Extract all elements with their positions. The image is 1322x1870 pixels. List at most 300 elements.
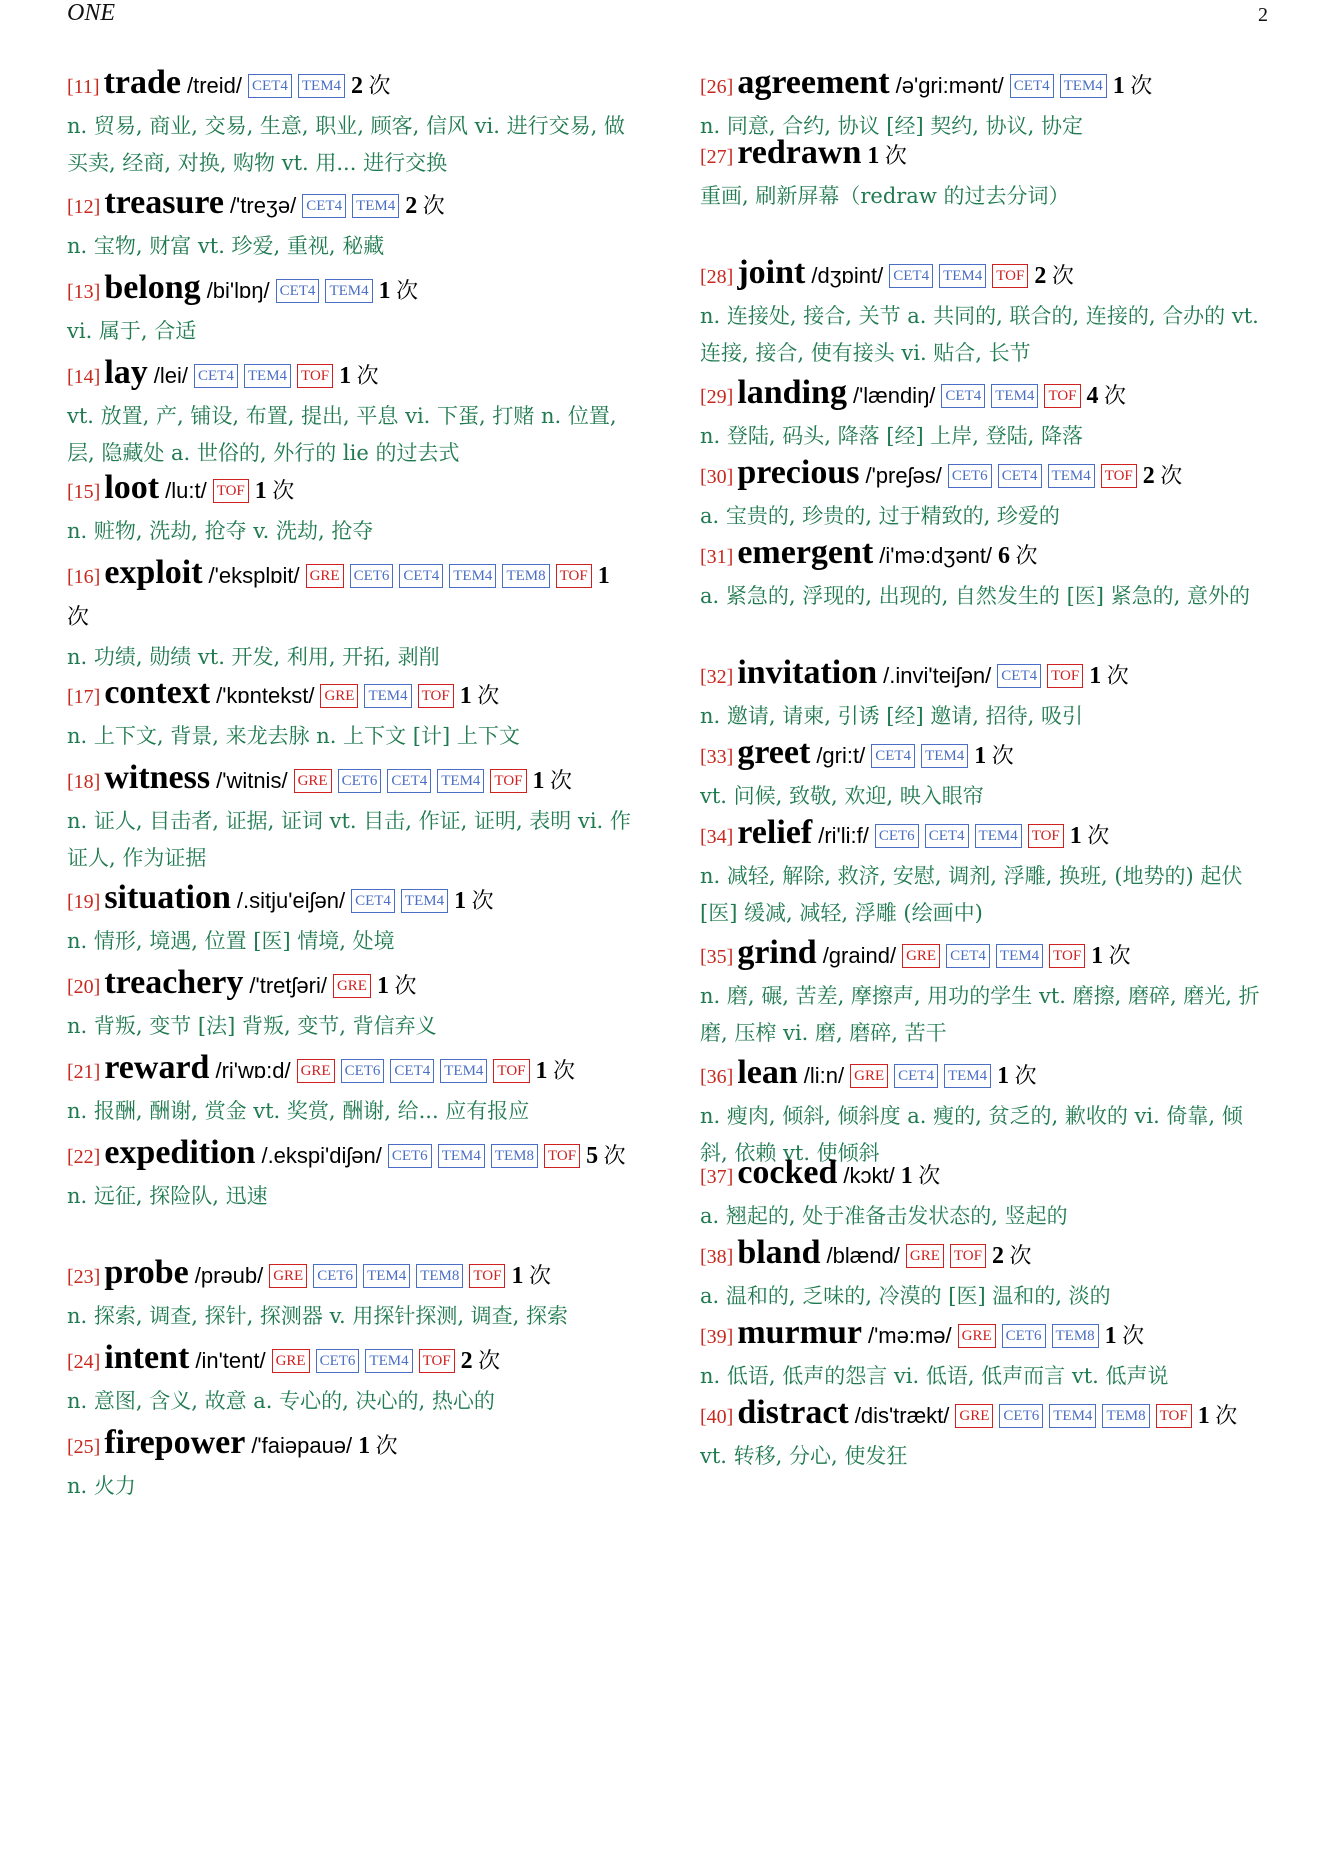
frequency-count (339, 363, 379, 388)
frequency-count (1113, 73, 1153, 98)
word-entry (67, 64, 637, 182)
frequency-unit: 次 (368, 73, 391, 98)
frequency-count (997, 1063, 1037, 1088)
frequency-unit: 次 (1015, 543, 1038, 568)
frequency-unit: 次 (477, 683, 500, 708)
frequency-unit: 次 (884, 143, 907, 168)
exam-tag-tof: TOF (1101, 464, 1137, 488)
entry-number: [14] (67, 366, 101, 388)
phonetic: /ri'li:f/ (818, 823, 869, 848)
entry-headline (700, 454, 1270, 498)
frequency-count (358, 1433, 398, 1458)
frequency-count (379, 278, 419, 303)
frequency-count (536, 1058, 576, 1083)
exam-tag-tof: TOF (1156, 1404, 1192, 1428)
exam-tag-cet6: CET6 (875, 824, 919, 848)
entry-number: [27] (700, 146, 734, 168)
frequency-count (1070, 823, 1110, 848)
frequency-unit: 次 (1051, 263, 1074, 288)
frequency-number: 1 (532, 768, 545, 794)
frequency-unit: 次 (1014, 1063, 1037, 1088)
entry-headline (67, 674, 637, 718)
definition: a. 紧急的, 浮现的, 出现的, 自然发生的 [医] 紧急的, 意外的 (700, 584, 1251, 608)
frequency-number: 2 (460, 1348, 473, 1374)
phonetic: /in'tent/ (195, 1348, 266, 1373)
exam-tag-tem4: TEM4 (449, 564, 496, 588)
exam-tag-cet6: CET6 (1002, 1324, 1046, 1348)
exam-tag-cet4: CET4 (998, 464, 1042, 488)
exam-tag-tof: TOF (297, 364, 333, 388)
definition: n. 情形, 境遇, 位置 [医] 情境, 处境 (67, 929, 395, 953)
exam-tag-cet4: CET4 (351, 889, 395, 913)
headword: relief (737, 814, 813, 851)
word-entry (67, 269, 637, 350)
headword: witness (104, 759, 211, 796)
entry-headline (700, 934, 1270, 978)
headword: agreement (737, 64, 890, 101)
exam-tag-gre: GRE (272, 1349, 310, 1373)
frequency-count (867, 143, 907, 168)
frequency-number: 1 (535, 1058, 548, 1084)
definition: n. 上下文, 背景, 来龙去脉 n. 上下文 [计] 上下文 (67, 724, 520, 748)
definition: n. 探索, 调查, 探针, 探测器 v. 用探针探测, 调查, 探索 (67, 1304, 569, 1328)
frequency-number: 2 (405, 193, 418, 219)
exam-tag-tem4: TEM4 (921, 744, 968, 768)
exam-tag-cet4: CET4 (399, 564, 443, 588)
frequency-count (533, 768, 573, 793)
exam-tag-tof: TOF (1028, 824, 1064, 848)
exam-tag-gre: GRE (850, 1064, 888, 1088)
definition: n. 登陆, 码头, 降落 [经] 上岸, 登陆, 降落 (700, 424, 1084, 448)
entry-headline (700, 134, 1270, 178)
entry-headline (67, 759, 637, 803)
phonetic: /'kɒntekst/ (216, 683, 315, 708)
headword: expedition (104, 1134, 256, 1171)
frequency-unit: 次 (422, 193, 445, 218)
headword: emergent (737, 534, 874, 571)
word-entry (700, 254, 1270, 372)
headword: exploit (104, 554, 203, 591)
exam-tag-tem4: TEM4 (991, 384, 1038, 408)
frequency-unit: 次 (528, 1263, 551, 1288)
exam-tag-gre: GRE (906, 1244, 944, 1268)
exam-tag-tem4: TEM4 (298, 74, 345, 98)
exam-tag-cet6: CET6 (316, 1349, 360, 1373)
entry-headline (700, 1154, 1270, 1198)
definition: a. 宝贵的, 珍贵的, 过于精致的, 珍爱的 (700, 504, 1060, 528)
phonetic: /dʒɒint/ (811, 263, 884, 288)
frequency-number: 1 (1069, 823, 1082, 849)
definition: vt. 问候, 致敬, 欢迎, 映入眼帘 (700, 784, 984, 808)
word-entry (67, 964, 637, 1045)
headword: lay (104, 354, 148, 391)
entry-headline (67, 354, 637, 398)
exam-tag-cet4: CET4 (248, 74, 292, 98)
phonetic: /lu:t/ (165, 478, 207, 503)
headword: lean (737, 1054, 798, 1091)
exam-tag-cet6: CET6 (388, 1144, 432, 1168)
exam-tag-tof: TOF (469, 1264, 505, 1288)
frequency-number: 2 (1034, 263, 1047, 289)
exam-tag-tem4: TEM4 (440, 1059, 487, 1083)
exam-tag-cet4: CET4 (1010, 74, 1054, 98)
frequency-number: 6 (998, 543, 1011, 569)
word-entry (67, 1049, 637, 1130)
entry-headline (700, 374, 1270, 418)
frequency-unit: 次 (1087, 823, 1110, 848)
frequency-count (461, 1348, 501, 1373)
frequency-unit: 次 (918, 1163, 941, 1188)
entry-number: [36] (700, 1066, 734, 1088)
phonetic: /i'mə:dʒənt/ (879, 543, 993, 568)
exam-tag-cet6: CET6 (948, 464, 992, 488)
frequency-count (377, 973, 417, 998)
exam-tag-gre: GRE (269, 1264, 307, 1288)
frequency-unit: 次 (471, 888, 494, 913)
word-entry (67, 469, 637, 550)
entry-headline (700, 1394, 1270, 1438)
headword: reward (104, 1049, 210, 1086)
frequency-unit: 次 (1108, 943, 1131, 968)
entry-headline (67, 1254, 637, 1298)
entry-headline (67, 1339, 637, 1383)
word-entry (700, 1154, 1270, 1235)
word-entry (67, 759, 637, 877)
definition: vi. 属于, 合适 (67, 319, 197, 343)
entry-number: [18] (67, 771, 101, 793)
exam-tag-gre: GRE (320, 684, 358, 708)
frequency-count (992, 1243, 1032, 1268)
headword: firepower (104, 1424, 246, 1461)
phonetic: /gri:t/ (816, 743, 866, 768)
headword: murmur (737, 1314, 862, 1351)
phonetic: /'mə:mə/ (867, 1323, 952, 1348)
entry-number: [22] (67, 1146, 101, 1168)
entry-number: [24] (67, 1351, 101, 1373)
exam-tag-cet4: CET4 (997, 664, 1041, 688)
exam-tag-tof: TOF (1044, 384, 1080, 408)
headword: bland (737, 1234, 821, 1271)
word-entry (700, 1234, 1270, 1315)
exam-tag-tof: TOF (493, 1059, 529, 1083)
frequency-number: 2 (991, 1243, 1004, 1269)
word-entry (67, 879, 637, 960)
exam-tag-cet4: CET4 (302, 194, 346, 218)
entry-headline (67, 1424, 637, 1468)
phonetic: /'preʃəs/ (865, 463, 942, 488)
phonetic: /li:n/ (803, 1063, 845, 1088)
definition: n. 磨, 碾, 苦差, 摩擦声, 用功的学生 vt. 磨擦, 磨碎, 磨光, 折磨, 压榨 vi. 磨, 磨碎, 苦干 (700, 984, 1260, 1045)
definition: n. 火力 (67, 1474, 136, 1498)
entry-headline (700, 64, 1270, 108)
phonetic: /lei/ (153, 363, 189, 388)
frequency-number: 1 (900, 1163, 913, 1189)
word-entry (700, 454, 1270, 535)
exam-tag-tem4: TEM4 (363, 1264, 410, 1288)
exam-tag-tem4: TEM4 (996, 944, 1043, 968)
entry-number: [31] (700, 546, 734, 568)
page-number: 2 (1258, 4, 1268, 26)
frequency-count (1105, 1323, 1145, 1348)
definition: n. 功绩, 勋绩 vt. 开发, 利用, 开拓, 剥削 (67, 645, 440, 669)
entry-number: [38] (700, 1246, 734, 1268)
definition: 重画, 刷新屏幕（redraw 的过去分词） (700, 184, 1070, 208)
frequency-number: 1 (1197, 1403, 1210, 1429)
frequency-number: 1 (358, 1433, 371, 1459)
entry-number: [21] (67, 1061, 101, 1083)
definition: n. 低语, 低声的怨言 vi. 低语, 低声而言 vt. 低声说 (700, 1364, 1169, 1388)
headword: probe (104, 1254, 189, 1291)
exam-tag-tem4: TEM4 (975, 824, 1022, 848)
exam-tag-gre: GRE (958, 1324, 996, 1348)
exam-tag-tem4: TEM4 (944, 1064, 991, 1088)
entry-number: [19] (67, 891, 101, 913)
frequency-unit: 次 (396, 278, 419, 303)
entry-number: [40] (700, 1406, 734, 1428)
entry-headline (700, 734, 1270, 778)
headword: greet (737, 734, 811, 771)
headword: loot (104, 469, 160, 506)
entry-headline (67, 554, 637, 639)
exam-tag-tem8: TEM8 (416, 1264, 463, 1288)
frequency-count (1034, 263, 1074, 288)
frequency-count (998, 543, 1038, 568)
exam-tag-tem4: TEM4 (939, 264, 986, 288)
frequency-count (1198, 1403, 1238, 1428)
word-entry (67, 1339, 637, 1420)
headword: context (104, 674, 211, 711)
phonetic: /'witnis/ (216, 768, 288, 793)
frequency-number: 1 (1104, 1323, 1117, 1349)
frequency-number: 1 (378, 278, 391, 304)
frequency-unit: 次 (478, 1348, 501, 1373)
entry-number: [26] (700, 76, 734, 98)
frequency-unit: 次 (1009, 1243, 1032, 1268)
exam-tag-cet4: CET4 (390, 1059, 434, 1083)
entry-headline (67, 269, 637, 313)
frequency-count (351, 73, 391, 98)
definition: vt. 放置, 产, 铺设, 布置, 提出, 平息 vi. 下蛋, 打赌 n. 位置, 层, 隐藏处 a. 世俗的, 外行的 lie 的过去式 (67, 404, 617, 465)
frequency-unit: 次 (603, 1143, 626, 1168)
definition: vt. 转移, 分心, 使发狂 (700, 1444, 908, 1468)
exam-tag-gre: GRE (294, 769, 332, 793)
definition: a. 温和的, 乏味的, 冷漠的 [医] 温和的, 淡的 (700, 1284, 1111, 1308)
definition: n. 连接处, 接合, 关节 a. 共同的, 联合的, 连接的, 合办的 vt. 连接, 接合, 使有接头 vi. 贴合, 长节 (700, 304, 1259, 365)
frequency-number: 1 (459, 683, 472, 709)
frequency-number: 1 (254, 478, 267, 504)
headword: landing (737, 374, 847, 411)
phonetic: /ri'wɒ:d/ (215, 1058, 291, 1083)
exam-tag-tem4: TEM4 (1060, 74, 1107, 98)
exam-tag-cet6: CET6 (313, 1264, 357, 1288)
definition: n. 证人, 目击者, 证据, 证词 vt. 目击, 作证, 证明, 表明 vi. 作证人, 作为证据 (67, 809, 631, 870)
exam-tag-tem8: TEM8 (491, 1144, 538, 1168)
exam-tag-tem4: TEM4 (325, 279, 372, 303)
frequency-number: 1 (974, 743, 987, 769)
exam-tag-cet6: CET6 (338, 769, 382, 793)
entry-number: [33] (700, 746, 734, 768)
exam-tag-tof: TOF (1047, 664, 1083, 688)
entry-headline (700, 1234, 1270, 1278)
entry-headline (67, 1049, 637, 1093)
entry-headline (700, 814, 1270, 858)
entry-headline (700, 654, 1270, 698)
phonetic: /ə'gri:mənt/ (895, 73, 1004, 98)
entry-number: [12] (67, 196, 101, 218)
exam-tag-cet6: CET6 (341, 1059, 385, 1083)
frequency-count (460, 683, 500, 708)
definition: n. 减轻, 解除, 救济, 安慰, 调剂, 浮雕, 换班, (地势的) 起伏 [医] 缓减, 减轻, 浮雕 (绘画中) (700, 864, 1243, 925)
exam-tag-tof: TOF (1049, 944, 1085, 968)
frequency-count (586, 1143, 626, 1168)
word-entry (700, 1394, 1270, 1475)
definition: n. 宝物, 财富 vt. 珍爱, 重视, 秘藏 (67, 234, 385, 258)
frequency-number: 1 (597, 563, 610, 589)
phonetic: /bi'lɒŋ/ (206, 278, 270, 303)
definition: a. 翘起的, 处于准备击发状态的, 竖起的 (700, 1204, 1068, 1228)
frequency-unit: 次 (1106, 663, 1129, 688)
definition: n. 远征, 探险队, 迅速 (67, 1184, 268, 1208)
exam-tag-tem4: TEM4 (401, 889, 448, 913)
frequency-count (1091, 943, 1131, 968)
exam-tag-gre: GRE (333, 974, 371, 998)
exam-tag-tem4: TEM4 (437, 769, 484, 793)
exam-tag-tof: TOF (418, 684, 454, 708)
exam-tag-cet4: CET4 (387, 769, 431, 793)
headword: redrawn (737, 134, 862, 171)
frequency-number: 2 (1142, 463, 1155, 489)
frequency-count (405, 193, 445, 218)
entry-headline (700, 534, 1270, 578)
word-entry (700, 654, 1270, 735)
entry-number: [37] (700, 1166, 734, 1188)
frequency-count (1089, 663, 1129, 688)
headword: treasure (104, 184, 224, 221)
phonetic: /prəub/ (194, 1263, 264, 1288)
frequency-number: 1 (867, 143, 880, 169)
frequency-unit: 次 (1130, 73, 1153, 98)
exam-tag-tof: TOF (556, 564, 592, 588)
frequency-unit: 次 (375, 1433, 398, 1458)
word-entry (700, 534, 1270, 615)
frequency-number: 4 (1086, 383, 1099, 409)
word-entry (700, 134, 1270, 215)
entry-number: [11] (67, 76, 100, 98)
exam-tag-cet4: CET4 (946, 944, 990, 968)
entry-number: [35] (700, 946, 734, 968)
entry-number: [30] (700, 466, 734, 488)
exam-tag-cet4: CET4 (925, 824, 969, 848)
frequency-count (1087, 383, 1127, 408)
frequency-unit: 次 (1160, 463, 1183, 488)
word-entry (700, 64, 1270, 145)
definition: n. 意图, 含义, 故意 a. 专心的, 决心的, 热心的 (67, 1389, 495, 1413)
frequency-count (454, 888, 494, 913)
headword: grind (737, 934, 817, 971)
exam-tag-tof: TOF (544, 1144, 580, 1168)
entry-number: [39] (700, 1326, 734, 1348)
phonetic: /blænd/ (826, 1243, 900, 1268)
entry-number: [25] (67, 1436, 101, 1458)
phonetic: /'treʒə/ (229, 193, 297, 218)
frequency-number: 1 (1112, 73, 1125, 99)
definition: n. 邀请, 请柬, 引诱 [经] 邀请, 招待, 吸引 (700, 704, 1084, 728)
definition: n. 贸易, 商业, 交易, 生意, 职业, 顾客, 信风 vi. 进行交易, 做买卖, 经商, 对换, 购物 vt. 用... 进行交换 (67, 114, 625, 175)
entry-headline (67, 184, 637, 228)
exam-tag-tem4: TEM4 (1048, 464, 1095, 488)
exam-tag-cet4: CET4 (889, 264, 933, 288)
word-entry (67, 554, 637, 676)
word-entry (67, 354, 637, 472)
entry-number: [32] (700, 666, 734, 688)
phonetic: /'lændiŋ/ (852, 383, 936, 408)
word-entry (67, 184, 637, 265)
headword: invitation (737, 654, 878, 691)
entry-number: [23] (67, 1266, 101, 1288)
phonetic: /graind/ (822, 943, 897, 968)
entry-headline (67, 964, 637, 1008)
entry-headline (67, 1134, 637, 1178)
entry-headline (67, 469, 637, 513)
phonetic: /dis'trækt/ (854, 1403, 950, 1428)
phonetic: /.sitju'eiʃən/ (236, 888, 346, 913)
phonetic: /'tretʃəri/ (249, 973, 327, 998)
exam-tag-cet6: CET6 (350, 564, 394, 588)
entry-headline (67, 64, 637, 108)
entry-headline (700, 1054, 1270, 1098)
exam-tag-tem4: TEM4 (1049, 1404, 1096, 1428)
frequency-number: 1 (339, 363, 352, 389)
frequency-count (901, 1163, 941, 1188)
headword: intent (104, 1339, 190, 1376)
frequency-count (1143, 463, 1183, 488)
definition: n. 瘦肉, 倾斜, 倾斜度 a. 瘦的, 贫乏的, 歉收的 vi. 倚靠, 倾斜, 依赖 vt. 使倾斜 (700, 1104, 1243, 1165)
entry-headline (700, 254, 1270, 298)
exam-tag-tem4: TEM4 (352, 194, 399, 218)
word-entry (700, 934, 1270, 1052)
headword: cocked (737, 1154, 838, 1191)
headword: belong (104, 269, 201, 306)
exam-tag-tem8: TEM8 (502, 564, 549, 588)
headword: precious (737, 454, 860, 491)
phonetic: /'faiəpauə/ (251, 1433, 353, 1458)
exam-tag-tem4: TEM4 (365, 1349, 412, 1373)
frequency-number: 1 (454, 888, 467, 914)
word-entry (700, 814, 1270, 932)
entry-number: [34] (700, 826, 734, 848)
phonetic: /treid/ (187, 73, 243, 98)
exam-tag-cet4: CET4 (871, 744, 915, 768)
frequency-unit: 次 (356, 363, 379, 388)
headword: trade (103, 64, 181, 101)
frequency-number: 2 (351, 73, 364, 99)
phonetic: /kɔkt/ (843, 1163, 895, 1188)
entry-headline (67, 879, 637, 923)
word-entry (67, 1254, 637, 1335)
phonetic: /.ekspi'diʃən/ (261, 1143, 382, 1168)
exam-tag-cet4: CET4 (894, 1064, 938, 1088)
entry-number: [15] (67, 481, 101, 503)
frequency-unit: 次 (991, 743, 1014, 768)
frequency-number: 5 (586, 1143, 599, 1169)
entry-number: [28] (700, 266, 734, 288)
exam-tag-gre: GRE (306, 564, 344, 588)
headword: situation (104, 879, 231, 916)
definition: n. 背叛, 变节 [法] 背叛, 变节, 背信弃义 (67, 1014, 437, 1038)
frequency-number: 1 (511, 1263, 524, 1289)
word-entry (67, 1424, 637, 1505)
exam-tag-cet6: CET6 (999, 1404, 1043, 1428)
